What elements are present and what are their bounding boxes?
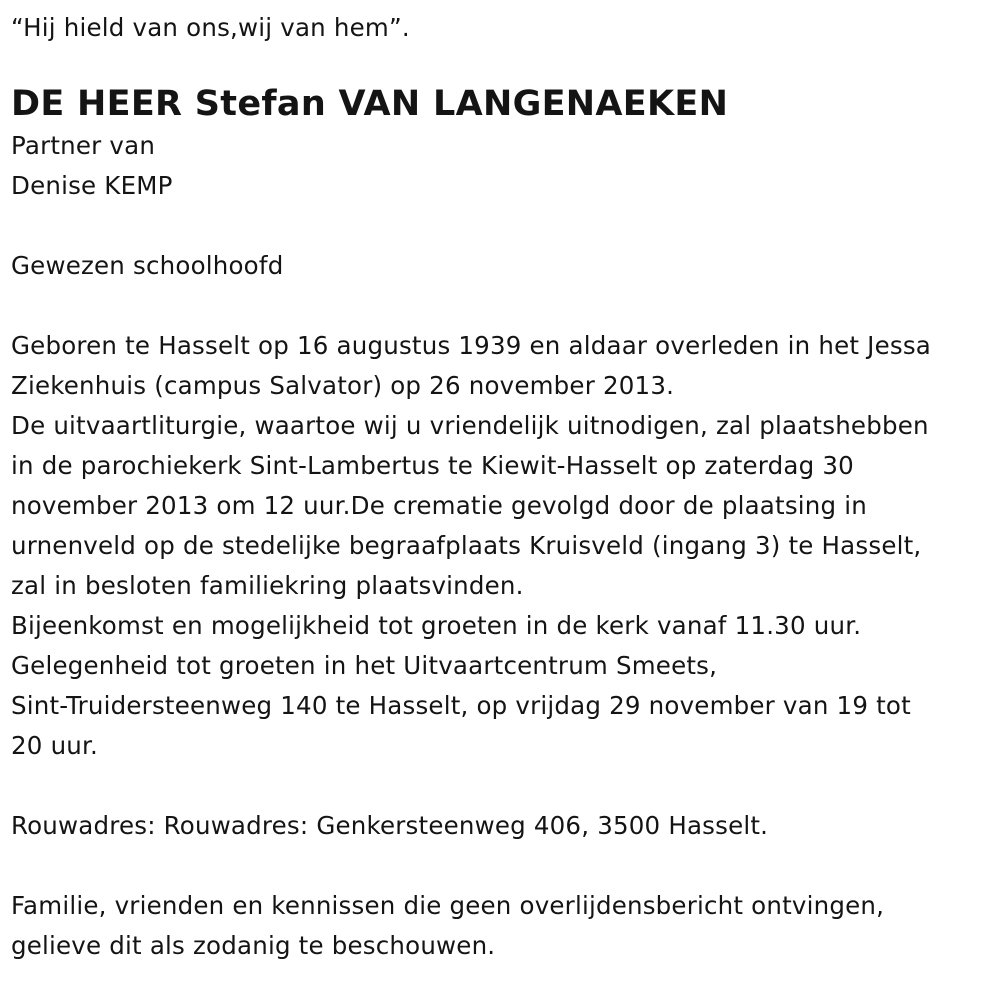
mourning-address: Rouwadres: Rouwadres: Genkersteenweg 406, 3500 Hasselt. bbox=[11, 811, 769, 840]
occupation: Gewezen schoolhoofd bbox=[11, 251, 284, 280]
details-line: De uitvaartliturgie, waartoe wij u vriendelijk uitnodigen, zal plaatshebben bbox=[11, 411, 929, 440]
deceased-name: DE HEER Stefan VAN LANGENAEKEN bbox=[11, 84, 729, 124]
details-line: Sint-Truidersteenweg 140 te Hasselt, op vrijdag 29 november van 19 tot bbox=[11, 691, 911, 720]
details-line: urnenveld op de stedelijke begraafplaats Kruisveld (ingang 3) te Hasselt, bbox=[11, 531, 922, 560]
memorial-quote: “Hij hield van ons,wij van hem”. bbox=[11, 13, 410, 42]
details-line: zal in besloten familiekring plaatsvinden. bbox=[11, 571, 524, 600]
spacer bbox=[11, 766, 1000, 806]
spacer bbox=[11, 846, 1000, 886]
closing-line: Familie, vrienden en kennissen die geen overlijdensbericht ontvingen, bbox=[11, 891, 885, 920]
closing-note bbox=[11, 886, 1000, 966]
details-line: november 2013 om 12 uur.De crematie gevolgd door de plaatsing in bbox=[11, 491, 867, 520]
details-line: Ziekenhuis (campus Salvator) op 26 november 2013. bbox=[11, 371, 675, 400]
details-line: in de parochiekerk Sint-Lambertus te Kiewit-Hasselt op zaterdag 30 bbox=[11, 451, 854, 480]
details-line: Bijeenkomst en mogelijkheid tot groeten in de kerk vanaf 11.30 uur. bbox=[11, 611, 862, 640]
funeral-details bbox=[11, 326, 1000, 766]
spacer bbox=[11, 206, 1000, 246]
spacer bbox=[11, 286, 1000, 326]
details-line: 20 uur. bbox=[11, 731, 99, 760]
relation-line: Partner van bbox=[11, 131, 156, 160]
partner-name: Denise KEMP bbox=[11, 171, 173, 200]
details-line: Gelegenheid tot groeten in het Uitvaartcentrum Smeets, bbox=[11, 651, 718, 680]
details-line: Geboren te Hasselt op 16 augustus 1939 en aldaar overleden in het Jessa bbox=[11, 331, 931, 360]
closing-line: gelieve dit als zodanig te beschouwen. bbox=[11, 931, 496, 960]
